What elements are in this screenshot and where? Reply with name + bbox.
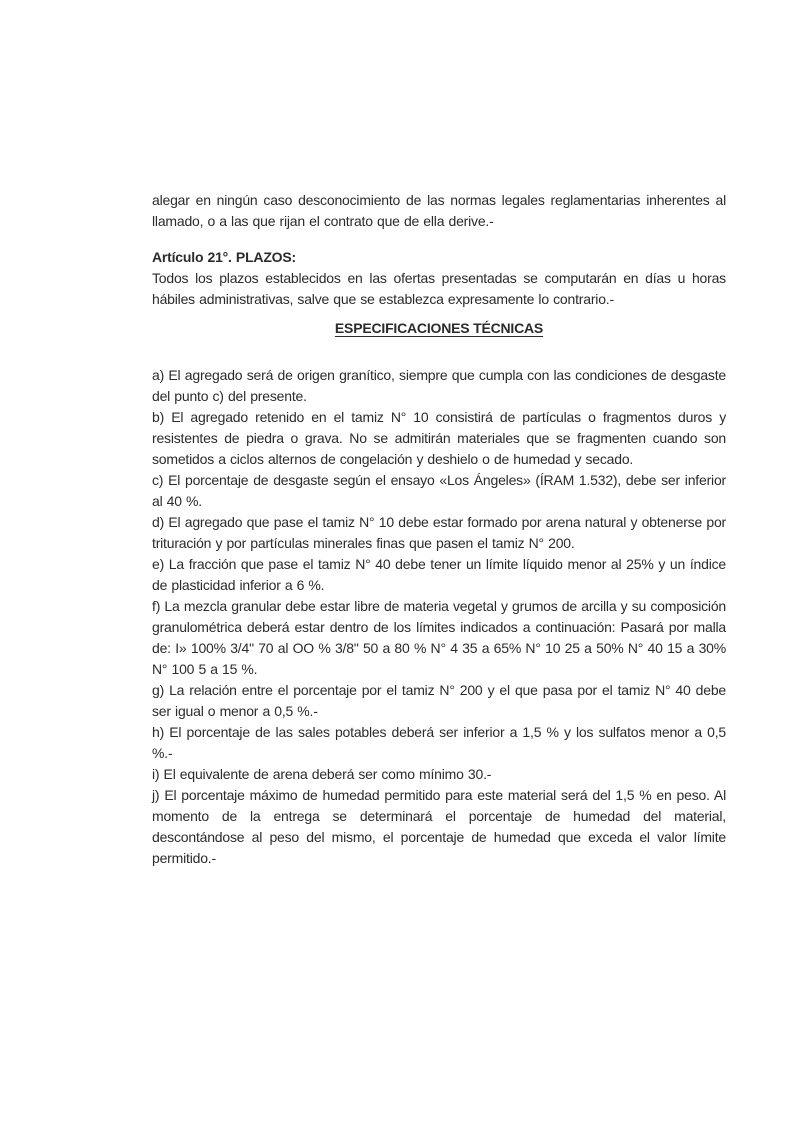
spec-item-e: e) La fracción que pase el tamiz N° 40 debe tener un límite líquido menor al 25% y un índice de plasticidad inferior a 6 %.: [152, 556, 726, 593]
spec-item-b: b) El agregado retenido en el tamiz N° 10 consistirá de partículas o fragmentos duros y resistentes de piedra o grava. No se admitirán materiales que se fragmenten cuando son sometidos a ciclos alternos de congelación y deshielo o de humedad y secado.: [152, 409, 726, 467]
section-heading-especificaciones-tecnicas: ESPECIFICACIONES TÉCNICAS: [334, 320, 544, 336]
article-21-block: [152, 247, 726, 310]
spec-item-a: a) El agregado será de origen granítico, siempre que cumpla con las condiciones de desgaste del punto c) del presente.: [152, 367, 726, 404]
spec-items-list: [152, 365, 726, 869]
intro-paragraph: alegar en ningún caso desconocimiento de las normas legales reglamentarias inherentes al llamado, o a las que rijan el contrato que de ella derive.-: [152, 192, 726, 229]
spec-item-g: g) La relación entre el porcentaje por el tamiz N° 200 y el que pasa por el tamiz N° 40 debe ser igual o menor a 0,5 %.-: [152, 682, 726, 719]
spec-item-c: c) El porcentaje de desgaste según el ensayo «Los Ángeles» (ÍRAM 1.532), debe ser inferior al 40 %.: [152, 472, 726, 509]
spec-item-h: h) El porcentaje de las sales potables deberá ser inferior a 1,5 % y los sulfatos menor a 0,5 %.-: [152, 724, 726, 761]
spec-item-j: j) El porcentaje máximo de humedad permitido para este material será del 1,5 % en peso. Al momento de la entrega se determinará el porcentaje de humedad del material, descontándose al peso del mismo, el porcentaje de humedad que exceda el valor límite permitido.-: [152, 787, 726, 866]
spec-item-f: f) La mezcla granular debe estar libre de materia vegetal y grumos de arcilla y su composición granulométrica deberá estar dentro de los límites indicados a continuación: Pasará por malla de: I» 100% 3/4" 70 al OO % 3/8" 50 a 80 % N° 4 35 a 65% N° 10 25 a 50% N° 40 15 a 30% N° 100 5 a 15 %.: [152, 598, 726, 677]
spec-item-d: d) El agregado que pase el tamiz N° 10 debe estar formado por arena natural y obtenerse por trituración y por partículas minerales finas que pasen el tamiz N° 200.: [152, 514, 726, 551]
article-21-title: Artículo 21°. PLAZOS:: [152, 249, 296, 265]
spec-item-i: i) El equivalente de arena deberá ser como mínimo 30.-: [152, 766, 492, 782]
article-21-body: Todos los plazos establecidos en las ofertas presentadas se computarán en días u horas hábiles administrativas, salve que se establezca expresamente lo contrario.-: [152, 270, 726, 307]
